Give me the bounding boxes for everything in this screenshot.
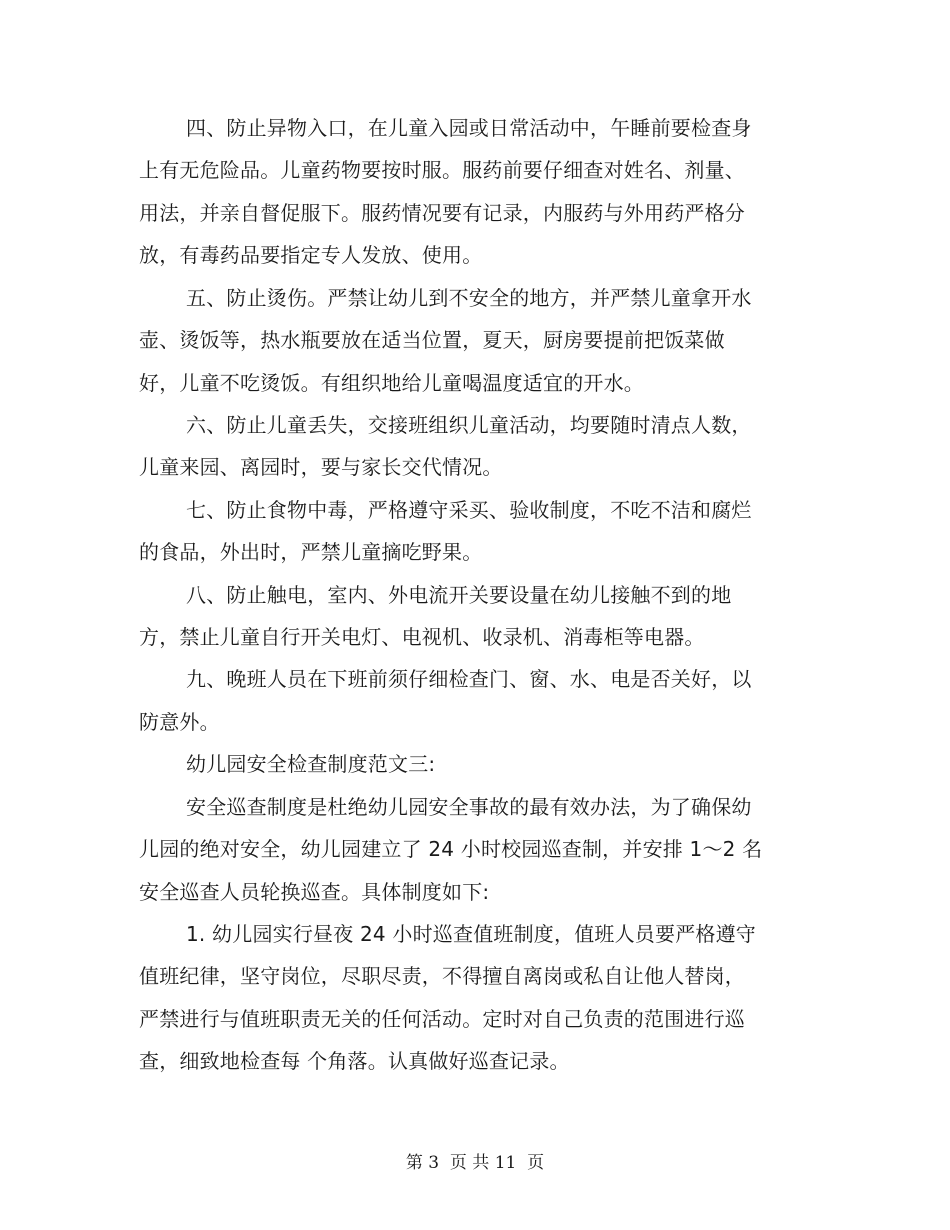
text-line: 壶、烫饭等，热水瓶要放在适当位置，夏天，厨房要提前把饭菜做: [139, 328, 725, 352]
text-line: 九、晚班人员在下班前须仔细检查门、窗、水、电是否关好，以: [186, 667, 752, 691]
text-line: 放，有毒药品要指定专人发放、使用。: [139, 243, 483, 267]
text-line: 1. 幼儿园实行昼夜 24 小时巡查值班制度，值班人员要严格遵守: [186, 922, 757, 946]
text-line: 安全巡查制度是杜绝幼儿园安全事故的最有效办法，为了确保幼: [186, 795, 752, 819]
page-number-footer: 第 3 页 共 11 页: [405, 1153, 545, 1173]
text-line: 七、防止食物中毒，严格遵守采买、验收制度，不吃不洁和腐烂: [186, 498, 752, 522]
text-line: 的食品，外出时，严禁儿童摘吃野果。: [139, 540, 483, 564]
section-heading: 幼儿园安全检查制度范文三:: [186, 752, 436, 776]
text-line: 四、防止异物入口，在儿童入园或日常活动中，午睡前要检查身: [186, 116, 752, 140]
text-line: 值班纪律，坚守岗位，尽职尽责，不得擅自离岗或私自让他人替岗，: [139, 964, 745, 988]
text-line: 好，儿童不吃烫饭。有组织地给儿童喝温度适宜的开水。: [139, 371, 644, 395]
text-line: 儿童来园、离园时，要与家长交代情况。: [139, 455, 503, 479]
text-line: 上有无危险品。儿童药物要按时服。服药前要仔细查对姓名、剂量、: [139, 158, 745, 182]
text-line: 五、防止烫伤。严禁让幼儿到不安全的地方，并严禁儿童拿开水: [186, 286, 752, 310]
text-line: 防意外。: [139, 710, 220, 734]
text-line: 八、防止触电，室内、外电流开关要设量在幼儿接触不到的地: [186, 583, 732, 607]
text-line: 方，禁止儿童自行开关电灯、电视机、收录机、消毒柜等电器。: [139, 625, 705, 649]
text-line: 查，细致地检查每 个角落。认真做好巡查记录。: [139, 1049, 570, 1073]
text-line: 安全巡查人员轮换巡查。具体制度如下:: [139, 880, 490, 904]
text-line: 严禁进行与值班职责无关的任何活动。定时对自己负责的范围进行巡: [139, 1007, 745, 1031]
text-line: 六、防止儿童丢失，交接班组织儿童活动，均要随时清点人数，: [186, 413, 752, 437]
text-line: 用法，并亲自督促服下。服药情况要有记录，内服药与外用药严格分: [139, 201, 745, 225]
text-line: 儿园的绝对安全，幼儿园建立了 24 小时校园巡查制，并安排 1～2 名: [139, 837, 763, 861]
